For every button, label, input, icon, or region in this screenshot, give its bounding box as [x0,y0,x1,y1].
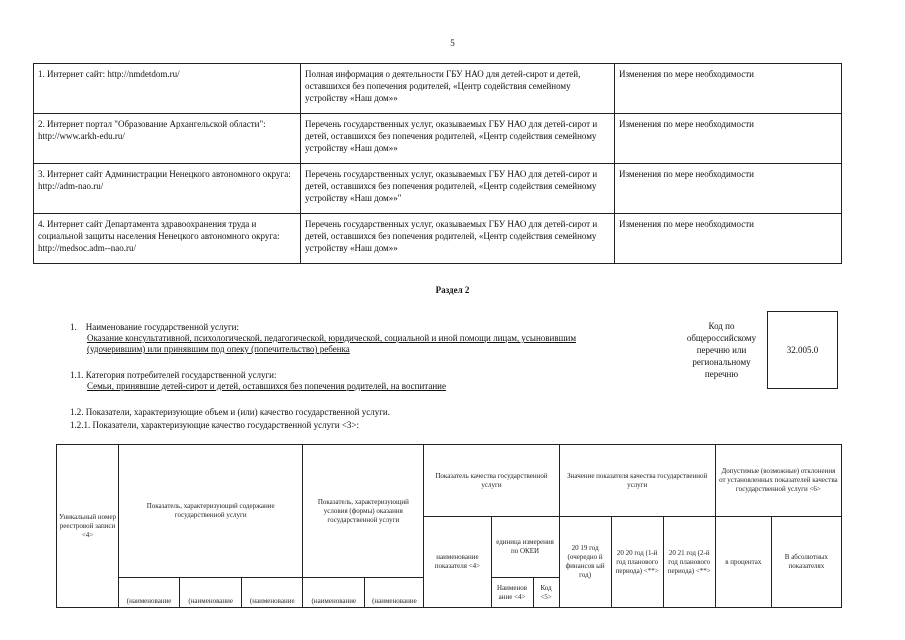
percent-header: в процентах [715,517,771,608]
condition-indicator-header: Показатель, характеризующий условия (формы) оказания государственной услуги [303,445,424,578]
info-row [34,164,842,214]
name-cell-1: (наименование [119,578,180,608]
service-name-label: 1. Наименование государственной услуги: [70,322,239,332]
category-value: Семьи, принявшие детей-сирот и детей, оставшихся без попечения родителей, на воспитание [87,381,446,391]
category-label: 1.1. Категория потребителей государственной услуги: [70,370,277,380]
info-source-cell: 3. Интернет сайт Администрации Ненецкого автономного округа: http://adm-nao.ru/ [34,164,301,214]
content-indicator-header: Показатель, характеризующий содержание государственной услуги [119,445,303,578]
name-cell-2: (наименование [180,578,242,608]
info-content-cell: Перечень государственных услуг, оказываемых ГБУ НАО для детей-сирот и детей, оставшихся без попечения родителей, «Центр содействия семейному устройству «Наш дом»» [301,114,615,164]
info-content-cell: Полная информация о деятельности ГБУ НАО для детей-сирот и детей, оставшихся без попечения родителей, «Центр содействия семейному устройству «Наш дом»» [301,64,615,114]
page-number: 5 [450,38,455,48]
quality-line: 1.2.1. Показатели, характеризующие качество государственной услуги <3>: [70,420,360,430]
info-content-cell: Перечень государственных услуг, оказываемых ГБУ НАО для детей-сирот и детей, оставшихся без попечения родителей, «Центр содействия семейному устройству «Наш дом»»" [301,164,615,214]
deviation-header: Допустимые (возможные) отклонения от установленных показателей качества государственной услуги <6> [715,445,841,517]
section-title: Раздел 2 [435,285,470,295]
absolute-header: В абсолютных показателях [771,517,841,608]
info-source-cell: 2. Интернет портал "Образование Архангельской области": http://www.arkh-edu.ru/ [34,114,301,164]
year1-header: 20 19 год (очередно й финансов ый год) [559,517,611,608]
indicators-line: 1.2. Показатели, характеризующие объем и (или) качество государственной услуги. [70,407,390,417]
info-row [34,114,842,164]
info-frequency-cell: Изменения по мере необходимости [615,214,842,264]
unit-code-header: Код <5> [533,578,559,608]
code-value: 32.005.0 [786,345,819,355]
info-content-cell: Перечень государственных услуг, оказываемых ГБУ НАО для детей-сирот и детей, оставшихся без попечения родителей, «Центр содействия семейному устройству «Наш дом»» [301,214,615,264]
name-cell-3: (наименование [242,578,303,608]
info-row [34,64,842,114]
unit-header: единица измерения по ОКЕИ [491,517,559,578]
info-frequency-cell: Изменения по мере необходимости [615,164,842,214]
info-source-cell: 4. Интернет сайт Департамента здравоохранения труда и социальной защиты населения Ненецкого автономного округа: http://medsoc.adm--nao.ru/ [34,214,301,264]
info-sources-table [33,63,842,264]
info-frequency-cell: Изменения по мере необходимости [615,114,842,164]
service-name-block [70,322,630,355]
unit-name-header: Наименов ание <4> [491,578,533,608]
name-cell-5: (наименование [365,578,424,608]
code-label: Код по общероссийскому перечню или региональному перечню [686,321,757,379]
info-source-cell: 1. Интернет сайт: http://nmdetdom.ru/ [34,64,301,114]
info-frequency-cell: Изменения по мере необходимости [615,64,842,114]
year3-header: 20 21 год (2-й год планового периода) <**> [663,517,715,608]
quality-indicator-header: Показатель качества государственной услуги [424,445,559,517]
quality-indicators-table [56,444,842,608]
indicator-name-header: наименование показателя <4> [424,517,491,608]
code-box [767,311,838,389]
unique-number-header: Уникальный номер реестровой записи <4> [57,445,119,608]
category-block [70,370,630,392]
quality-value-header: Значение показателя качества государственной услуги [559,445,715,517]
year2-header: 20 20 год (1-й год планового периода) <**> [611,517,663,608]
name-cell-4: (наименование [303,578,365,608]
service-name-value: Оказание консультативной, психологической, педагогической, юридической, социальной и иной помощи лицам, усыновившим (удочерившим) или принявшим под опеку (попечительство) ребенка [87,333,577,354]
info-row [34,214,842,264]
